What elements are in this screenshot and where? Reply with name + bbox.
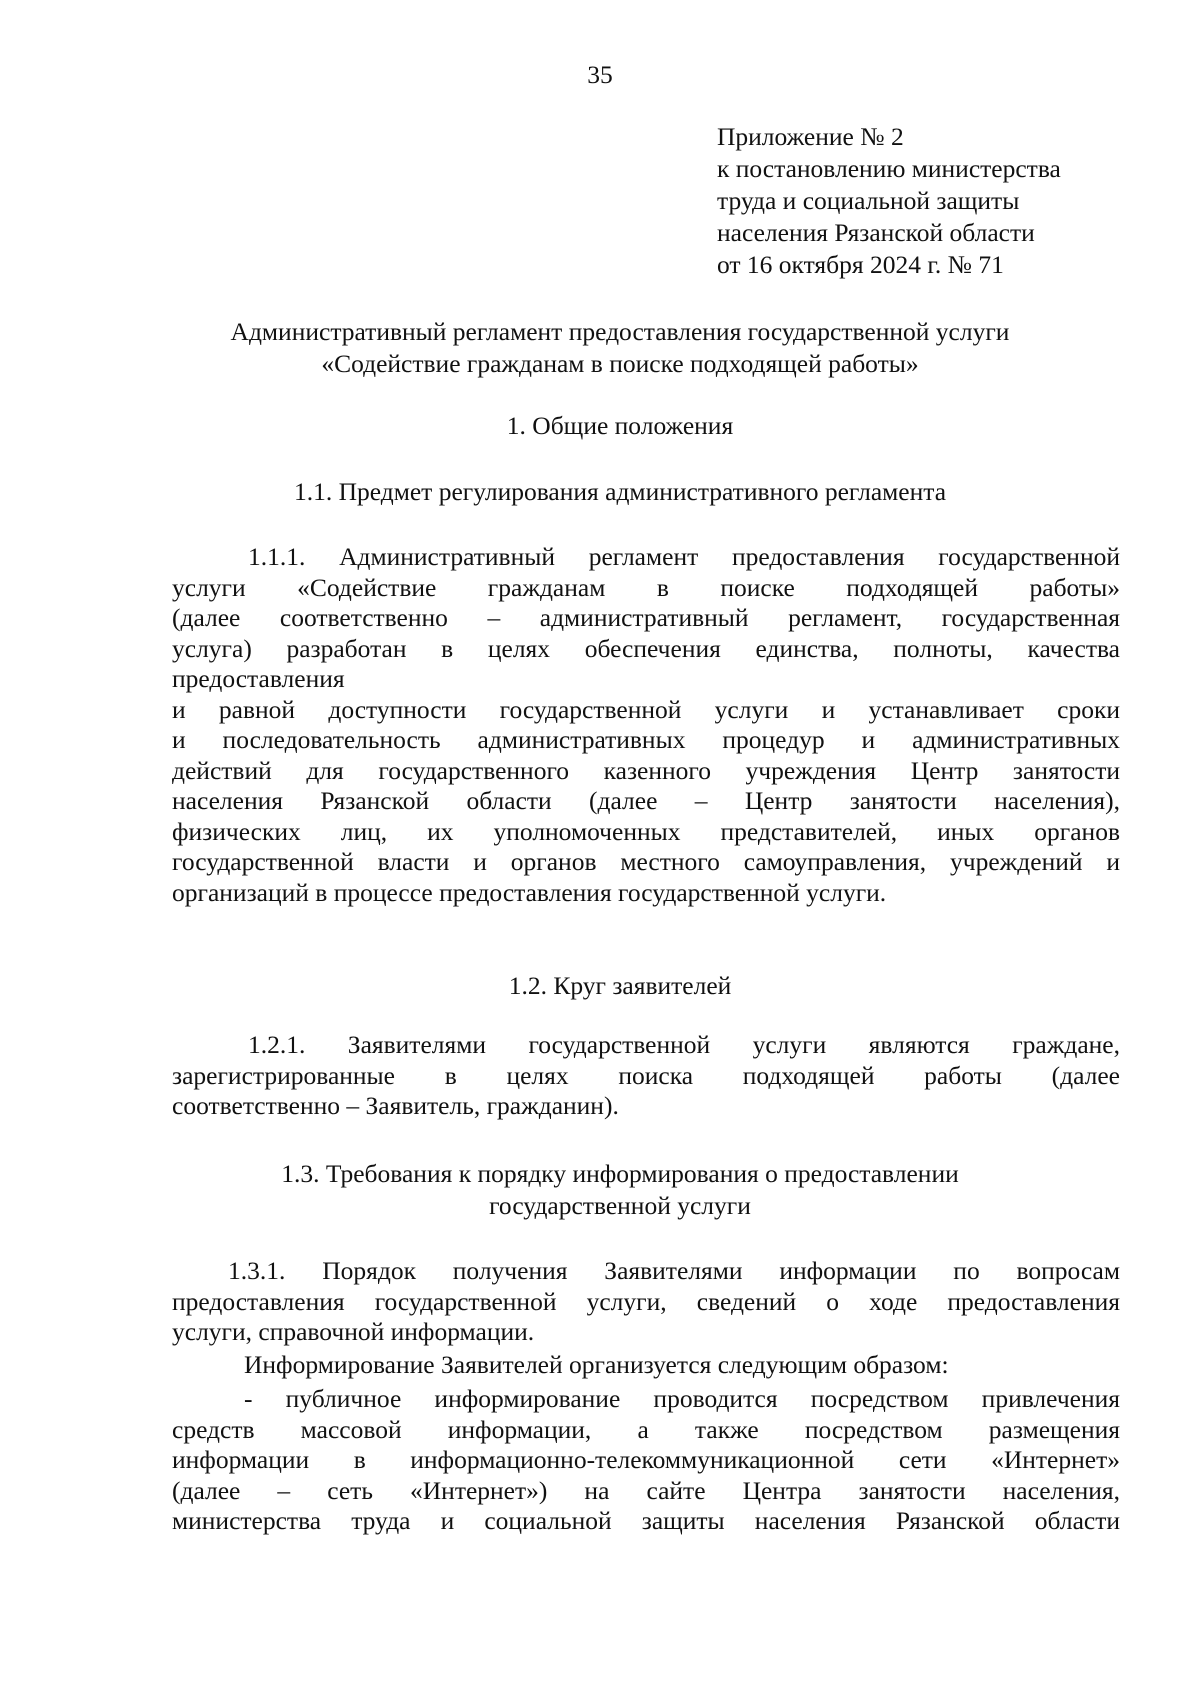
paragraph-line: министерства труда и социальной защиты населения Рязанской области [172,1506,1120,1535]
paragraph-line: организаций в процессе предоставления государственной услуги. [172,877,887,907]
appendix-line: к постановлению министерства [717,154,1061,183]
paragraph-line: 1.1.1. Административный регламент предоставления государственной [248,542,1120,571]
paragraph-line: 1.3.1. Порядок получения Заявителями информации по вопросам [228,1256,1120,1285]
paragraph-line: Информирование Заявителей организуется следующим образом: [244,1350,949,1379]
paragraph-line: зарегистрированные в целях поиска подходящей работы (далее [172,1060,1120,1090]
paragraph-line: (далее соответственно – административный регламент, государственная [172,603,1120,632]
paragraph-line: услуги «Содействие гражданам в поиске подходящей работы» [172,572,1120,602]
appendix-line: Приложение № 2 [717,122,904,151]
paragraph-line: средств массовой информации, а также посредством размещения [172,1414,1120,1444]
paragraph-line: 1.2.1. Заявителями государственной услуги являются граждане, [248,1030,1120,1059]
paragraph-line: государственной власти и органов местного самоуправления, учреждений и [172,847,1120,876]
page-number: 35 [587,60,613,89]
appendix-line: населения Рязанской области [717,218,1035,247]
subsection-heading [160,1158,1080,1222]
paragraph-line: физических лиц, их уполномоченных представителей, иных органов [172,816,1120,846]
paragraph-1-3-1 [172,1256,1120,1348]
subsection-heading: 1.1. Предмет регулирования административного регламента [293,477,947,506]
paragraph-1-2-1 [172,1030,1120,1122]
paragraph-line: услуги, справочной информации. [172,1317,535,1346]
appendix-line: труда и социальной защиты [717,186,1020,215]
document-title-line: Административный регламент предоставления государственной услуги [230,317,1010,346]
paragraph-line: предоставления [172,664,345,693]
subsection-heading-line: 1.3. Требования к порядку информирования о предоставлении [281,1159,959,1188]
paragraph-line: - публичное информирование проводится посредством привлечения [244,1384,1120,1413]
paragraph-1-1-1 [172,542,1120,908]
document-title [160,316,1080,380]
appendix-header [717,121,1061,281]
section-heading: 1. Общие положения [506,411,734,440]
appendix-line: от 16 октября 2024 г. № 71 [717,250,1004,279]
paragraph-line: предоставления государственной услуги, сведений о ходе предоставления [172,1286,1120,1316]
paragraph-line: действий для государственного казенного учреждения Центр занятости [172,755,1120,785]
document-title-line: «Содействие гражданам в поиске подходящей работы» [321,349,919,378]
paragraph-inform [172,1350,1120,1381]
paragraph-line: и равной доступности государственной услуги и устанавливает сроки [172,694,1120,724]
paragraph-line: населения Рязанской области (далее – Центр занятости населения), [172,786,1120,815]
paragraph-public-informing [172,1384,1120,1537]
paragraph-line: информации в информационно-телекоммуникационной сети «Интернет» [172,1445,1120,1474]
subsection-heading: 1.2. Круг заявителей [508,971,732,1000]
subsection-heading-line: государственной услуги [489,1191,751,1220]
paragraph-line: и последовательность административных процедур и административных [172,725,1120,754]
paragraph-line: соответственно – Заявитель, гражданин). [172,1091,619,1120]
paragraph-line: (далее – сеть «Интернет») на сайте Центра занятости населения, [172,1475,1120,1505]
paragraph-line: услуга) разработан в целях обеспечения единства, полноты, качества [172,633,1120,663]
